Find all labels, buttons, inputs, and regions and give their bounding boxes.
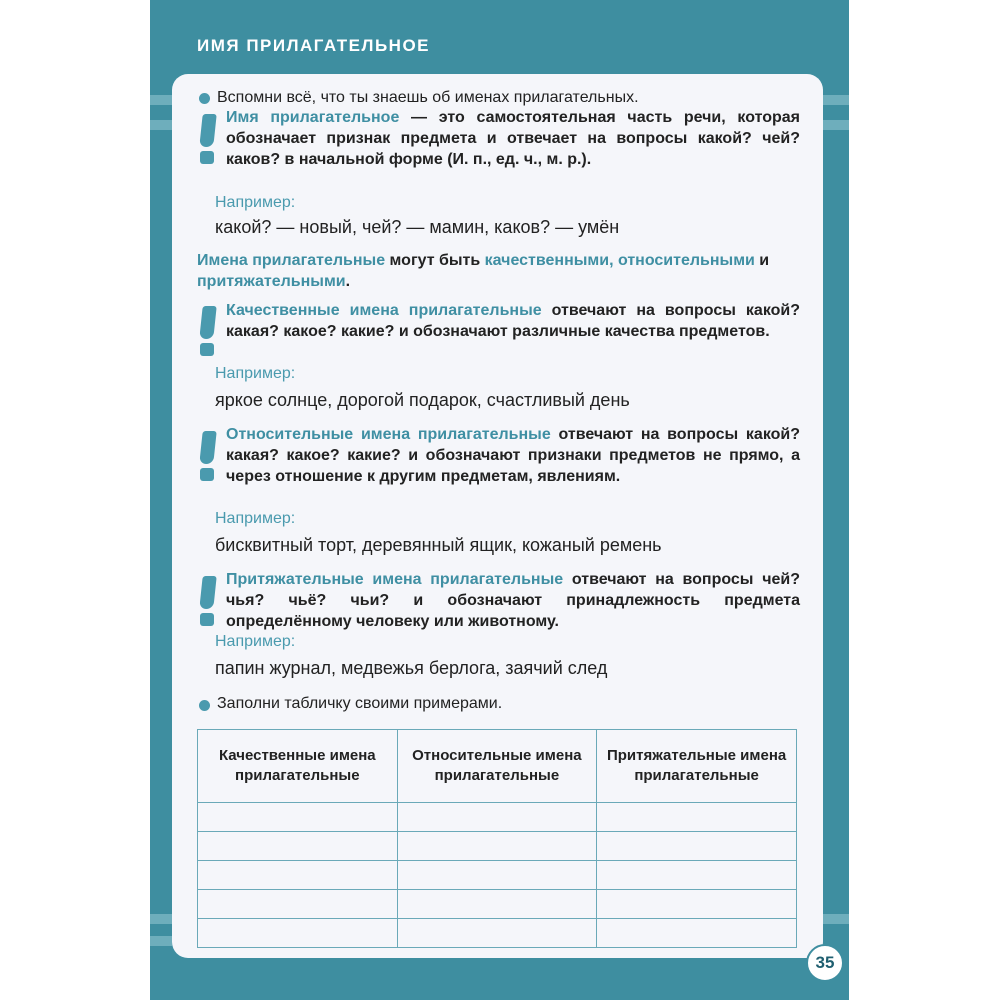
content-card — [172, 74, 823, 958]
exclamation-icon — [198, 306, 220, 356]
adjective-types-text — [197, 250, 801, 292]
fill-in-table — [197, 729, 797, 948]
table-cell[interactable] — [597, 803, 797, 832]
types-term: Имена прилагательные — [197, 252, 386, 269]
rule-text: отвечают на вопросы чей? чья? чьё? чьи? и обозначают принадлежность предмета определённому человеку или животному. — [226, 571, 801, 630]
rule-text: отвечают на вопросы какой? какая? какое? какие? и обозначают признаки предметов не прямо, а через отношение к другим предметам, явлениям. — [226, 426, 800, 485]
table-row — [198, 832, 797, 861]
rule-text: — это самостоятельная часть речи, которая обозначает признак предмета и отвечает на вопросы какой? чей? каков? в начальной форме (И. п., ед. ч., м. р.). — [226, 109, 800, 168]
table-cell[interactable] — [198, 861, 398, 890]
example-text: яркое солнце, дорогой подарок, счастливый день — [215, 390, 630, 410]
example-label: Например: — [215, 365, 296, 382]
rule-term: Имя прилагательное — [226, 109, 400, 126]
types-period: . — [345, 273, 351, 290]
table-row — [198, 861, 797, 890]
exclamation-icon — [198, 576, 220, 626]
rule-term: Притяжательные имена прилагательные — [226, 571, 564, 588]
table-cell[interactable] — [198, 803, 398, 832]
table-cell[interactable] — [397, 890, 597, 919]
table-cell[interactable] — [597, 861, 797, 890]
table-cell[interactable] — [198, 890, 398, 919]
table-cell[interactable] — [397, 803, 597, 832]
table-header: Относительные имена прилагательные — [397, 730, 597, 803]
intro-text: Вспомни всё, что ты знаешь об именах прилагательных. — [217, 89, 639, 106]
example-label: Например: — [215, 194, 296, 211]
example-text: папин журнал, медвежья берлога, заячий след — [215, 658, 608, 678]
table-cell[interactable] — [597, 890, 797, 919]
table-cell[interactable] — [597, 832, 797, 861]
table-row — [198, 919, 797, 948]
rule-possessive — [226, 569, 800, 632]
table-row — [198, 890, 797, 919]
example-label: Например: — [215, 633, 296, 650]
types-qualitative-relative: качественными, относительными — [484, 252, 755, 269]
page-frame — [150, 0, 849, 1000]
example-text: какой? — новый, чей? — мамин, каков? — умён — [215, 217, 620, 237]
exclamation-icon — [198, 431, 220, 481]
task-text: Заполни табличку своими примерами. — [217, 695, 503, 712]
rule-term: Относительные имена прилагательные — [226, 426, 551, 443]
table-row — [198, 803, 797, 832]
table-cell[interactable] — [198, 832, 398, 861]
table-header: Качественные имена прилагательные — [198, 730, 398, 803]
bullet-icon — [199, 700, 210, 711]
types-possessive: притяжательными — [197, 273, 346, 290]
page-number: 35 — [806, 944, 844, 982]
section-title: ИМЯ ПРИЛАГАТЕЛЬНОЕ — [197, 36, 431, 55]
rule-term: Качественные имена прилагательные — [226, 302, 542, 319]
bullet-icon — [199, 93, 210, 104]
exclamation-icon — [198, 114, 220, 164]
table-header: Притяжательные имена прилагательные — [597, 730, 797, 803]
example-label: Например: — [215, 510, 296, 527]
types-connector: могут быть — [385, 252, 485, 269]
table-cell[interactable] — [198, 919, 398, 948]
table-cell[interactable] — [397, 861, 597, 890]
rule-relative — [226, 424, 800, 487]
rule-text: отвечают на вопросы какой? какая? какое? какие? и обозначают различные качества предметов. — [226, 302, 800, 340]
table-cell[interactable] — [397, 832, 597, 861]
example-text: бисквитный торт, деревянный ящик, кожаный ремень — [215, 535, 662, 555]
rule-qualitative — [226, 300, 800, 342]
types-and: и — [754, 252, 770, 269]
table-cell[interactable] — [397, 919, 597, 948]
rule-adjective-definition — [226, 107, 800, 170]
table-cell[interactable] — [597, 919, 797, 948]
